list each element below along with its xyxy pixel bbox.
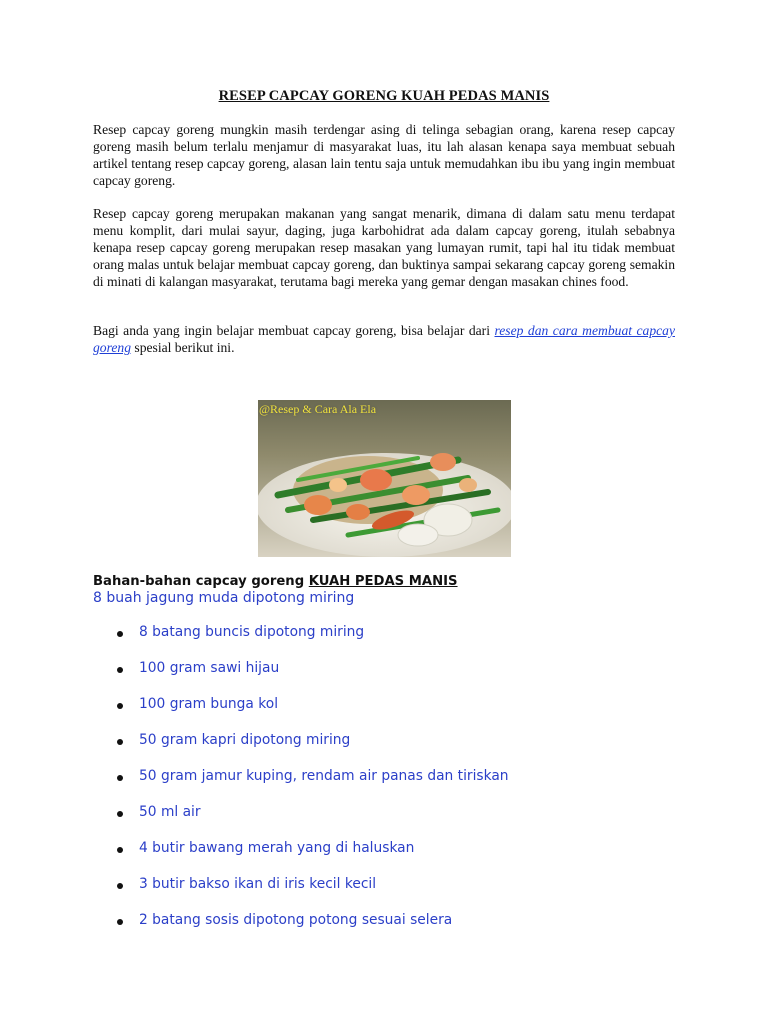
list-item xyxy=(139,696,278,712)
list-item xyxy=(139,804,201,820)
list-item xyxy=(139,624,364,640)
bullet-icon xyxy=(117,811,123,817)
link-paragraph xyxy=(93,323,675,357)
ingredient-text: 50 gram kapri dipotong miring xyxy=(139,732,351,748)
ingredients-heading-text: Bahan-bahan capcay goreng xyxy=(93,574,309,589)
list-item xyxy=(139,660,279,676)
bullet-icon xyxy=(117,775,123,781)
document-title: RESEP CAPCAY GORENG KUAH PEDAS MANIS xyxy=(218,88,550,104)
recipe-link[interactable]: resep dan cara membuat capcay goreng xyxy=(93,323,675,355)
ingredient-text: 8 batang buncis dipotong miring xyxy=(139,624,365,640)
bullet-icon xyxy=(117,631,123,637)
ingredient-text: 100 gram sawi hijau xyxy=(139,660,280,676)
list-item xyxy=(139,732,350,748)
bullet-icon xyxy=(117,919,123,925)
capcay-photo xyxy=(258,400,511,557)
list-item xyxy=(139,912,452,928)
ingredient-text: 4 butir bawang merah yang di haluskan xyxy=(139,840,415,856)
image-watermark: @Resep & Cara Ala Ela xyxy=(259,402,377,416)
bullet-icon xyxy=(117,739,123,745)
ingredient-text: 2 batang sosis dipotong potong sesuai selera xyxy=(139,912,453,928)
bullet-icon xyxy=(117,847,123,853)
ingredients-heading xyxy=(93,574,458,589)
first-ingredient: 8 buah jagung muda dipotong miring xyxy=(93,590,355,606)
ingredients-heading-underlined: KUAH PEDAS MANIS xyxy=(308,574,458,589)
ingredient-text: 50 gram jamur kuping, rendam air panas dan tiriskan xyxy=(139,768,509,784)
list-item xyxy=(139,840,414,856)
link-paragraph-lead: Bagi anda yang ingin belajar membuat capcay goreng, bisa belajar dari xyxy=(93,323,495,338)
link-paragraph-tail: spesial berikut ini. xyxy=(131,339,235,355)
bullet-icon xyxy=(117,703,123,709)
ingredient-text: 3 butir bakso ikan di iris kecil kecil xyxy=(139,876,377,892)
description-paragraph: Resep capcay goreng merupakan makanan yang sangat menarik, dimana di dalam satu menu terdapat menu komplit, dari mulai sayur, daging, juga karbohidrat ada dalam capcay goreng, itulah sebabnya kenapa resep capcay goreng merupakan resep masakan yang lumayan rumit, tapi hal itu tidak membuat orang malas untuk belajar membuat capcay goreng, dan buktinya sampai sekarang capcay goreng semakin di minati di kalangan masyarakat, terutama bagi mereka yang gemar dengan masakan chines food. xyxy=(93,206,675,289)
intro-paragraph: Resep capcay goreng mungkin masih terdengar asing di telinga sebagian orang, karena resep capcay goreng masih belum terlalu menjamur di masyarakat luas, itu lah alasan kenapa saya membuat sebuah artikel tentang resep capcay goreng, alasan lain tentu saja untuk memudahkan ibu ibu yang ingin membuat capcay goreng. xyxy=(93,122,675,188)
bullet-icon xyxy=(117,667,123,673)
bullet-icon xyxy=(117,883,123,889)
list-item xyxy=(139,876,376,892)
ingredient-text: 100 gram bunga kol xyxy=(139,696,279,712)
list-item xyxy=(139,768,509,784)
ingredient-text: 50 ml air xyxy=(139,804,201,820)
